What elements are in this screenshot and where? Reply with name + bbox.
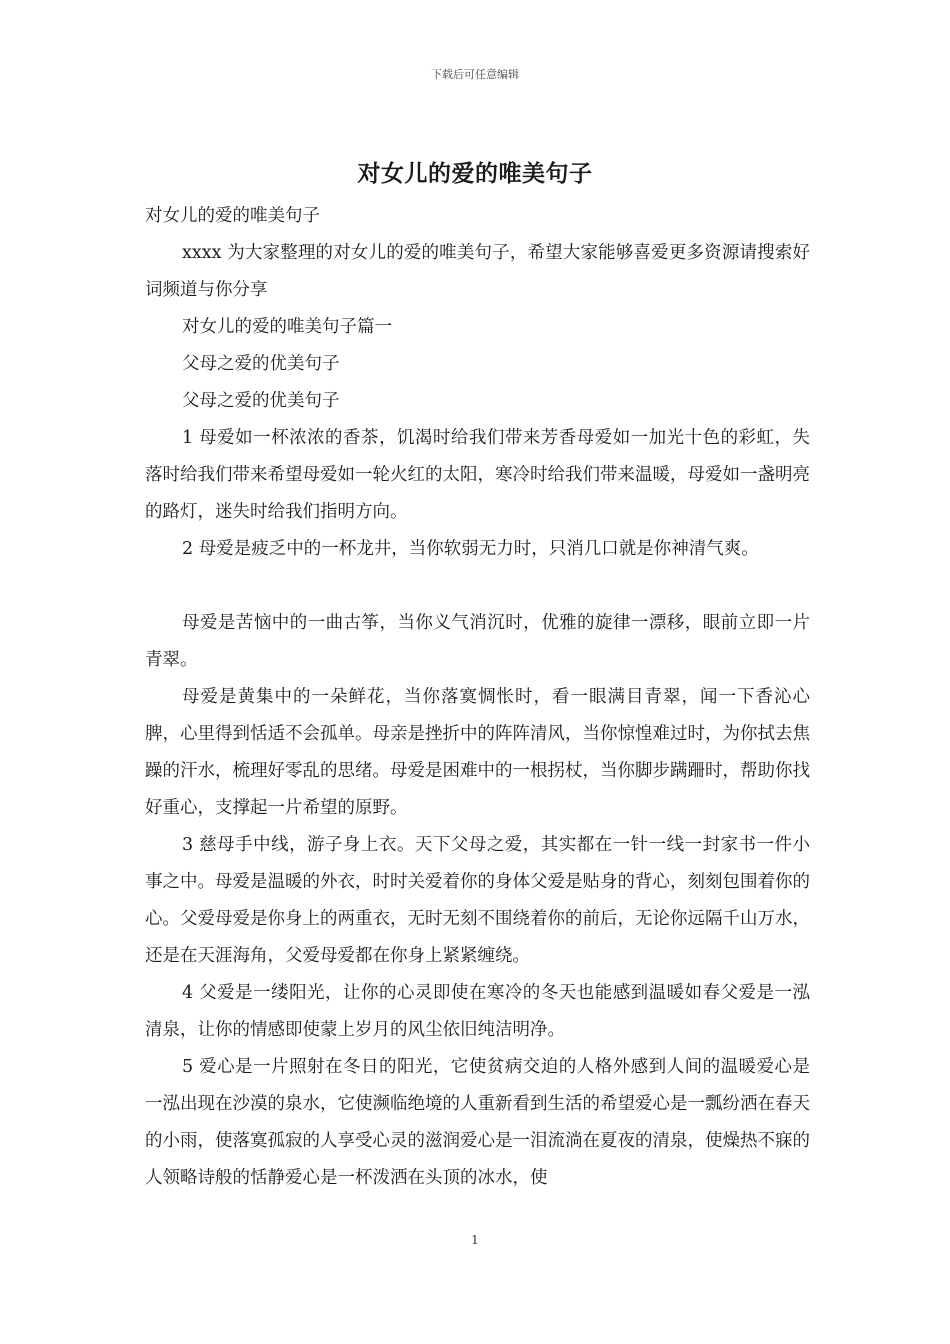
paragraph-item-5: 5 爱心是一片照射在冬日的阳光，它使贫病交迫的人格外感到人间的温暖爱心是一泓出现在沙漠的泉水，它使濒临绝境的人重新看到生活的希望爱心是一瓢纷洒在春天的小雨，使落寞孤寂的人享受心灵的滋润爱心是一泪流淌在夏夜的清泉，使燥热不寐的人领略诗般的恬静爱心是一杯泼洒在头顶的冰水，使 [145,1057,810,1188]
document-title: 对女儿的爱的唯美句子 [357,160,593,187]
paragraph-item-2: 2 母爱是疲乏中的一杯龙井，当你软弱无力时，只消几口就是你神清气爽。 [182,539,759,559]
paragraph-item-1: 1 母爱如一杯浓浓的香茶，饥渴时给我们带来芳香母爱如一加光十色的彩虹，失落时给我们带来希望母爱如一轮火红的太阳，寒冷时给我们带来温暖，母爱如一盏明亮的路灯，迷失时给我们指明方向。 [145,428,810,522]
document-body [145,198,810,1197]
paragraph-heading-1: 父母之爱的优美句子 [182,354,340,374]
paragraph-heading-2: 父母之爱的优美句子 [182,391,340,411]
paragraph-subtitle: 对女儿的爱的唯美句子 [145,206,320,226]
blank-line [145,568,810,605]
header-note: 下载后可任意编辑 [431,68,519,81]
paragraph-item-4: 4 父爱是一缕阳光，让你的心灵即使在寒冷的冬天也能感到温暖如春父爱是一泓清泉，让你的情感即使蒙上岁月的风尘依旧纯洁明净。 [145,983,810,1040]
paragraph-item-3: 3 慈母手中线，游子身上衣。天下父母之爱，其实都在一针一线一封家书一件小事之中。母爱是温暖的外衣，时时关爱着你的身体父爱是贴身的背心，刻刻包围着你的心。父爱母爱是你身上的两重衣，无时无刻不围绕着你的前后，无论你远隔千山万水，还是在天涯海角，父爱母爱都在你身上紧紧缠绕。 [145,835,810,966]
paragraph-intro: xxxx 为大家整理的对女儿的爱的唯美句子，希望大家能够喜爱更多资源请搜索好词频道与你分享 [145,243,810,300]
paragraph-item-2b: 母爱是苦恼中的一曲古筝，当你义气消沉时，优雅的旋律一漂移，眼前立即一片青翠。 [145,613,810,670]
paragraph-section-heading: 对女儿的爱的唯美句子篇一 [182,317,392,337]
paragraph-item-2c: 母爱是黄集中的一朵鲜花，当你落寞惆怅时，看一眼满目青翠，闻一下香沁心脾，心里得到恬适不会孤单。母亲是挫折中的阵阵清风，当你惊惶难过时，为你拭去焦躁的汗水，梳理好零乱的思绪。母爱是困难中的一根拐杖，当你脚步蹒跚时，帮助你找好重心，支撑起一片希望的原野。 [145,687,810,818]
page-number: 1 [471,1233,479,1247]
